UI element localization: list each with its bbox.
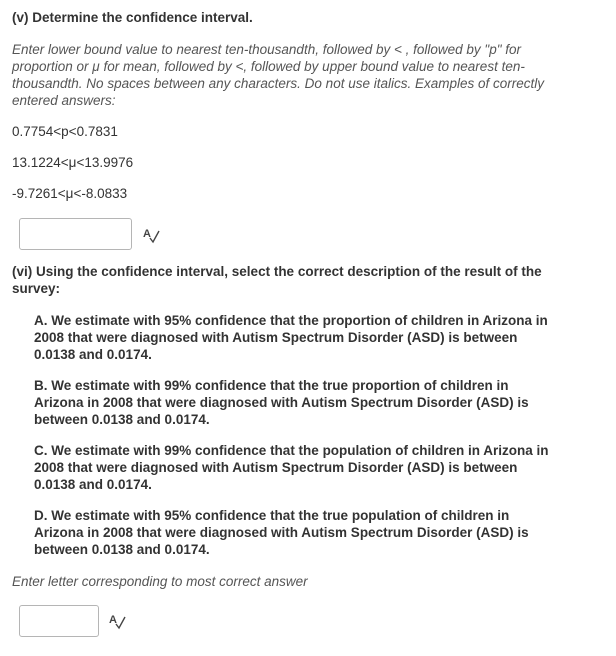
svg-text:A: A bbox=[109, 614, 117, 626]
spellcheck-icon[interactable] bbox=[108, 612, 126, 633]
option-c: C. We estimate with 99% confidence that the population of children in Arizona in 2008 that were diagnosed with Autism Spectrum Disorder (ASD) is between 0.0138 and 0.0174. bbox=[34, 443, 549, 492]
part-v-title: (v) Determine the confidence interval. bbox=[12, 10, 253, 25]
svg-text:A: A bbox=[143, 228, 151, 240]
option-d: D. We estimate with 95% confidence that the true population of children in Arizona in 2008 that were diagnosed with Autism Spectrum Disorder (ASD) is between 0.0138 and 0.0174. bbox=[34, 508, 529, 557]
answer-letter-input[interactable] bbox=[19, 605, 99, 637]
example-2: 13.1224<μ<13.9976 bbox=[12, 155, 134, 170]
spellcheck-icon[interactable] bbox=[142, 226, 160, 247]
part-vi-question: (vi) Using the confidence interval, select the correct description of the result of the survey: bbox=[12, 264, 542, 296]
option-b: B. We estimate with 99% confidence that the true proportion of children in Arizona in 2008 that were diagnosed with Autism Spectrum Disorder (ASD) is between 0.0138 and 0.0174. bbox=[34, 378, 529, 427]
part-vi-instruction: Enter letter corresponding to most correct answer bbox=[12, 574, 308, 589]
example-1: 0.7754<p<0.7831 bbox=[12, 124, 118, 139]
confidence-interval-input[interactable] bbox=[19, 218, 132, 250]
example-3: -9.7261<μ<-8.0833 bbox=[12, 186, 128, 201]
option-a: A. We estimate with 95% confidence that the proportion of children in Arizona in 2008 that were diagnosed with Autism Spectrum Disorder (ASD) is between 0.0138 and 0.0174. bbox=[34, 313, 548, 362]
part-v-instructions: Enter lower bound value to nearest ten-thousandth, followed by < , followed by "p" for proportion or μ for mean, followed by <, followed by upper bound value to nearest ten-thousandth. No spaces between any characters. Do not use italics. Examples of correctly entered answers: bbox=[12, 42, 545, 108]
